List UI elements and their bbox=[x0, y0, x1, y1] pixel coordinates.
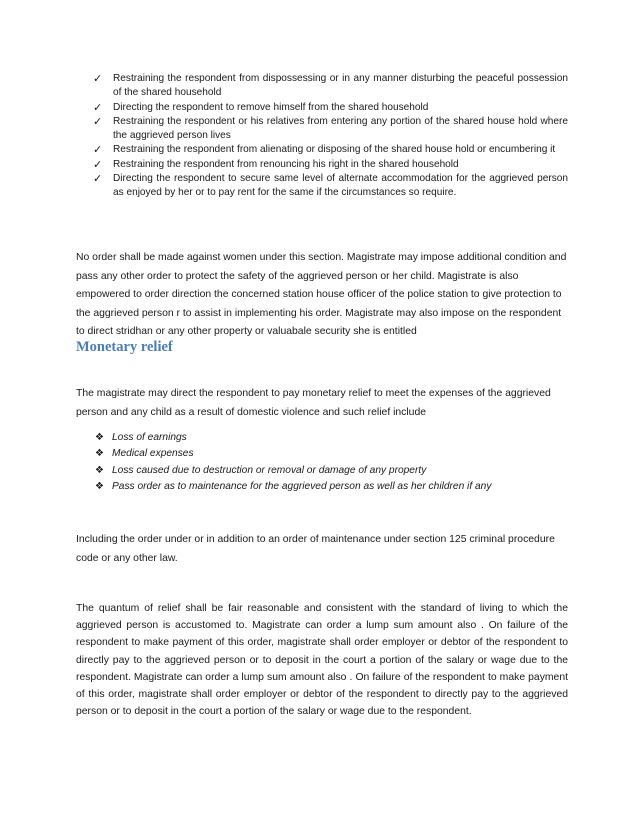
checkmark-icon: ✓ bbox=[93, 143, 103, 157]
checkmark-list bbox=[93, 72, 568, 201]
list-item: ✓ Restraining the respondent from alienating or disposing of the shared house hold or encumbering it bbox=[93, 143, 556, 157]
checkmark-icon: ✓ bbox=[93, 157, 103, 171]
diamond-bullet-icon: ❖ bbox=[95, 464, 104, 476]
diamond-list bbox=[95, 430, 555, 496]
list-item: ❖ Medical expenses bbox=[95, 446, 555, 462]
list-item: ✓ Restraining the respondent from dispossessing or in any manner disturbing the peaceful possession of the shared household bbox=[93, 72, 568, 99]
diamond-bullet-icon: ❖ bbox=[95, 432, 104, 443]
checkmark-icon: ✓ bbox=[93, 114, 103, 128]
list-item: ❖ Loss of earnings bbox=[95, 430, 555, 446]
checkmark-icon: ✓ bbox=[93, 172, 103, 186]
diamond-bullet-icon: ❖ bbox=[95, 448, 104, 460]
paragraph-monetary-intro: The magistrate may direct the respondent to pay monetary relief to meet the expenses of the aggrieved person and any child as a result of domestic violence and such relief include bbox=[76, 388, 551, 418]
section-heading: Monetary relief bbox=[76, 339, 173, 355]
paragraph-quantum: The quantum of relief shall be fair reasonable and consistent with the standard of living to which the aggrieved person is accustomed to. Magistrate can order a lump sum amount also . On failure of the respondent to make payment of this order, magistrate shall order employer or debtor of the respondent to directly pay to the aggrieved person or to deposit in the court a portion of the salary or wage due to the respondent. Magistrate can order a lump sum amount also . On failure of the respondent to make payment of this order, magistrate shall order employer or debtor of the respondent to directly pay to the aggrieved person or to deposit in the court a portion of the salary or wage due to the respondent. bbox=[76, 603, 568, 718]
checkmark-icon: ✓ bbox=[93, 100, 103, 114]
diamond-bullet-icon: ❖ bbox=[95, 481, 104, 493]
list-item: ✓ Restraining the respondent from renouncing his right in the shared household bbox=[93, 157, 459, 171]
list-item: ✓ Restraining the respondent or his relatives from entering any portion of the shared house hold where the aggrieved person lives bbox=[93, 114, 568, 142]
list-item: ❖ Loss caused due to destruction or removal or damage of any property bbox=[95, 463, 555, 479]
list-item: ✓ Directing the respondent to secure same level of alternate accommodation for the aggrieved person as enjoyed by her or to pay rent for the same if the circumstances so require. bbox=[93, 172, 568, 199]
list-item: ✓ Directing the respondent to remove himself from the shared household bbox=[93, 100, 429, 114]
paragraph-maintenance: Including the order under or in addition to an order of maintenance under section 125 criminal procedure code or any other law. bbox=[76, 534, 555, 564]
paragraph-orders: No order shall be made against women under this section. Magistrate may impose additional condition and pass any other order to protect the safety of the aggrieved person or her child. Magistrate is also empowered to order direction the concerned station house officer of the police station to give protection to the aggrieved person r to assist in implementing his order. Magistrate may also impose on the respondent to direct stridhan or any other property or valuabale security she is entitled bbox=[76, 252, 567, 337]
checkmark-icon: ✓ bbox=[93, 72, 103, 85]
list-item: ❖ Pass order as to maintenance for the aggrieved person as well as her children if any bbox=[95, 479, 555, 495]
